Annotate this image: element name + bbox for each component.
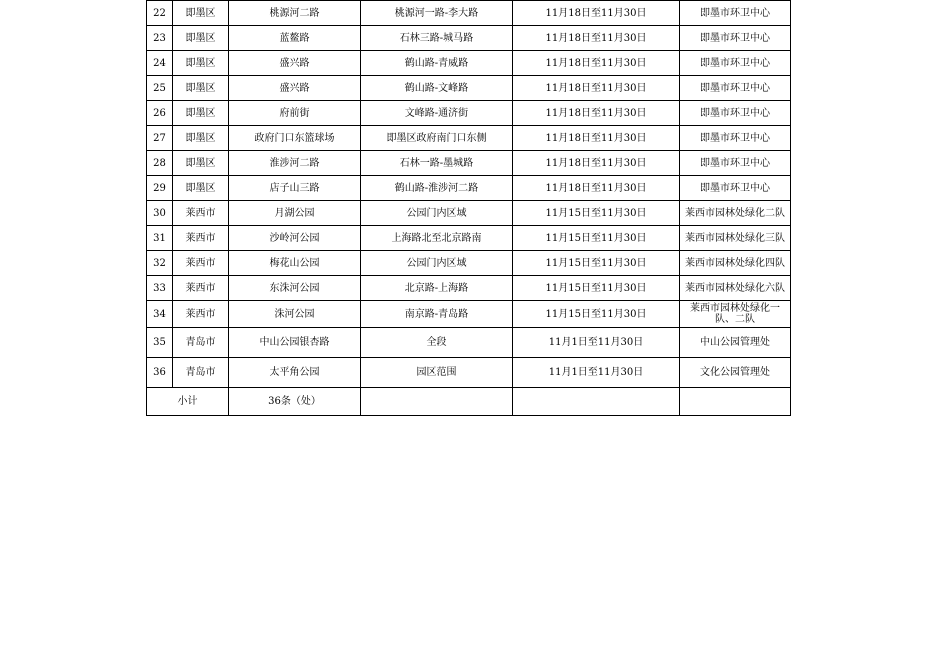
section-cell: 园区范围 (361, 358, 513, 388)
road-name-cell: 淮涉河二路 (229, 151, 361, 176)
section-cell: 南京路-青岛路 (361, 301, 513, 328)
period-cell: 11月15日至11月30日 (513, 226, 680, 251)
empty-cell (513, 388, 680, 416)
table-row (147, 1, 791, 26)
section-cell: 北京路-上海路 (361, 276, 513, 301)
unit-cell: 即墨市环卫中心 (680, 51, 791, 76)
period-cell: 11月15日至11月30日 (513, 301, 680, 328)
unit-cell: 莱西市园林处绿化一队、二队 (680, 301, 791, 328)
district-cell: 即墨区 (173, 151, 229, 176)
district-cell: 即墨区 (173, 51, 229, 76)
table-row (147, 358, 791, 388)
section-cell: 即墨区政府南门口东侧 (361, 126, 513, 151)
row-number: 35 (147, 328, 173, 358)
summary-count: 36条（处） (229, 388, 361, 416)
row-number: 34 (147, 301, 173, 328)
summary-row (147, 388, 791, 416)
row-number: 25 (147, 76, 173, 101)
road-name-cell: 洙河公园 (229, 301, 361, 328)
empty-cell (680, 388, 791, 416)
district-cell: 莱西市 (173, 226, 229, 251)
row-number: 32 (147, 251, 173, 276)
road-name-cell: 东洙河公园 (229, 276, 361, 301)
district-cell: 莱西市 (173, 201, 229, 226)
district-cell: 青岛市 (173, 358, 229, 388)
district-cell: 莱西市 (173, 301, 229, 328)
row-number: 24 (147, 51, 173, 76)
unit-cell: 莱西市园林处绿化四队 (680, 251, 791, 276)
table-row (147, 51, 791, 76)
section-cell: 上海路北至北京路南 (361, 226, 513, 251)
period-cell: 11月18日至11月30日 (513, 51, 680, 76)
table-row (147, 226, 791, 251)
section-cell: 公园门内区域 (361, 251, 513, 276)
district-cell: 即墨区 (173, 126, 229, 151)
table-row (147, 151, 791, 176)
district-cell: 青岛市 (173, 328, 229, 358)
road-name-cell: 梅花山公园 (229, 251, 361, 276)
period-cell: 11月18日至11月30日 (513, 76, 680, 101)
table-row (147, 126, 791, 151)
period-cell: 11月18日至11月30日 (513, 151, 680, 176)
road-name-cell: 盛兴路 (229, 76, 361, 101)
unit-cell: 莱西市园林处绿化三队 (680, 226, 791, 251)
row-number: 30 (147, 201, 173, 226)
section-cell: 鹤山路-淮涉河二路 (361, 176, 513, 201)
road-name-cell: 府前街 (229, 101, 361, 126)
table-row (147, 26, 791, 51)
road-name-cell: 盛兴路 (229, 51, 361, 76)
section-cell: 鹤山路-文峰路 (361, 76, 513, 101)
period-cell: 11月18日至11月30日 (513, 1, 680, 26)
period-cell: 11月15日至11月30日 (513, 251, 680, 276)
row-number: 27 (147, 126, 173, 151)
road-name-cell: 店子山三路 (229, 176, 361, 201)
period-cell: 11月15日至11月30日 (513, 201, 680, 226)
unit-cell: 莱西市园林处绿化六队 (680, 276, 791, 301)
empty-cell (361, 388, 513, 416)
table-row (147, 101, 791, 126)
district-cell: 即墨区 (173, 1, 229, 26)
section-cell: 鹤山路-青威路 (361, 51, 513, 76)
unit-cell: 莱西市园林处绿化二队 (680, 201, 791, 226)
summary-label: 小计 (147, 388, 229, 416)
road-name-cell: 月湖公园 (229, 201, 361, 226)
table-row (147, 276, 791, 301)
road-name-cell: 桃源河二路 (229, 1, 361, 26)
table-row (147, 251, 791, 276)
period-cell: 11月15日至11月30日 (513, 276, 680, 301)
table-row (147, 201, 791, 226)
period-cell: 11月18日至11月30日 (513, 26, 680, 51)
road-name-cell: 太平角公园 (229, 358, 361, 388)
unit-cell: 中山公园管理处 (680, 328, 791, 358)
unit-cell: 即墨市环卫中心 (680, 101, 791, 126)
section-cell: 全段 (361, 328, 513, 358)
district-cell: 莱西市 (173, 276, 229, 301)
unit-cell: 即墨市环卫中心 (680, 126, 791, 151)
unit-cell: 即墨市环卫中心 (680, 151, 791, 176)
road-name-cell: 中山公园银杏路 (229, 328, 361, 358)
section-cell: 石林三路-城马路 (361, 26, 513, 51)
section-cell: 公园门内区域 (361, 201, 513, 226)
road-name-cell: 政府门口东篮球场 (229, 126, 361, 151)
table-row (147, 76, 791, 101)
district-cell: 即墨区 (173, 26, 229, 51)
road-name-cell: 沙岭河公园 (229, 226, 361, 251)
schedule-table (146, 0, 791, 416)
period-cell: 11月18日至11月30日 (513, 126, 680, 151)
row-number: 33 (147, 276, 173, 301)
unit-cell: 即墨市环卫中心 (680, 176, 791, 201)
row-number: 22 (147, 1, 173, 26)
period-cell: 11月18日至11月30日 (513, 101, 680, 126)
section-cell: 石林一路-墨城路 (361, 151, 513, 176)
row-number: 36 (147, 358, 173, 388)
period-cell: 11月18日至11月30日 (513, 176, 680, 201)
unit-cell: 即墨市环卫中心 (680, 1, 791, 26)
table-row (147, 328, 791, 358)
row-number: 23 (147, 26, 173, 51)
section-cell: 桃源河一路-李大路 (361, 1, 513, 26)
district-cell: 莱西市 (173, 251, 229, 276)
unit-cell: 即墨市环卫中心 (680, 76, 791, 101)
row-number: 31 (147, 226, 173, 251)
row-number: 28 (147, 151, 173, 176)
district-cell: 即墨区 (173, 101, 229, 126)
unit-cell: 文化公园管理处 (680, 358, 791, 388)
road-name-cell: 蓝鳌路 (229, 26, 361, 51)
row-number: 29 (147, 176, 173, 201)
period-cell: 11月1日至11月30日 (513, 358, 680, 388)
row-number: 26 (147, 101, 173, 126)
period-cell: 11月1日至11月30日 (513, 328, 680, 358)
table-row (147, 176, 791, 201)
unit-cell: 即墨市环卫中心 (680, 26, 791, 51)
district-cell: 即墨区 (173, 76, 229, 101)
table-row (147, 301, 791, 328)
section-cell: 文峰路-通济街 (361, 101, 513, 126)
district-cell: 即墨区 (173, 176, 229, 201)
